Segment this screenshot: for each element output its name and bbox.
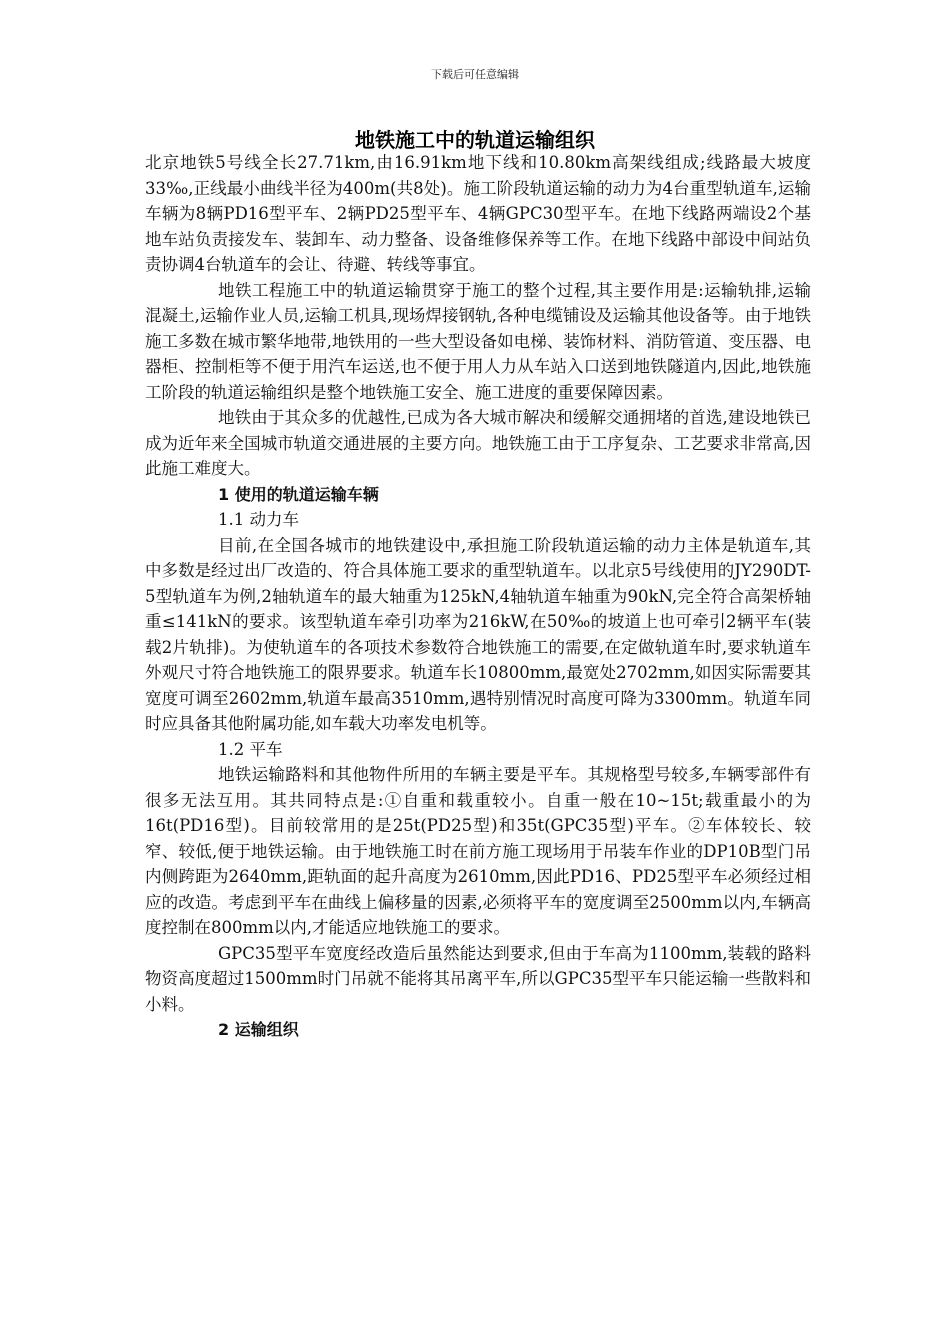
document-title: 地铁施工中的轨道运输组织 (355, 128, 595, 152)
subsection-heading-1-2: 1.2 平车 (218, 739, 283, 759)
document-body (145, 150, 811, 1043)
page-header: 下载后可任意编辑 (431, 68, 519, 81)
section-heading-2: 2 运输组织 (218, 1020, 299, 1039)
paragraph-power-car: 目前,在全国各城市的地铁建设中,承担施工阶段轨道运输的动力主体是轨道车,其中多数是经过出厂改造的、符合具体施工要求的重型轨道车。以北京5号线使用的JY290DT-5型轨道车为例,2轴轨道车的最大轴重为125kN,4轴轨道车轴重为90kN,完全符合高架桥轴重≤141kN的要求。该型轨道车牵引功率为216kW,在50‰的坡道上也可牵引2辆平车(装载2片轨排)。为使轨道车的各项技术参数符合地铁施工的需要,在定做轨道车时,要求轨道车外观尺寸符合地铁施工的限界要求。轨道车长10800mm,最宽处2702mm,如因实际需要其宽度可调至2602mm,轨道车最高3510mm,遇特别情况时高度可降为3300mm。轨道车同时应具备其他附属功能,如车载大功率发电机等。 (145, 535, 811, 733)
paragraph-role: 地铁工程施工中的轨道运输贯穿于施工的整个过程,其主要作用是:运输轨排,运输混凝土,运输作业人员,运输工机具,现场焊接钢轨,各种电缆铺设及运输其他设备等。由于地铁施工多数在城市繁华地带,地铁用的一些大型设备如电梯、装饰材料、消防管道、变压器、电器柜、控制柜等不便于用汽车运送,也不便于用人力从车站入口送到地铁隧道内,因此,地铁施工阶段的轨道运输组织是整个地铁施工安全、施工进度的重要保障因素。 (145, 280, 811, 402)
subsection-heading-1-1: 1.1 动力车 (218, 510, 299, 529)
section-heading-1: 1 使用的轨道运输车辆 (218, 484, 379, 504)
paragraph-advantage: 地铁由于其众多的优越性,已成为各大城市解决和缓解交通拥堵的首选,建设地铁已成为近年来全国城市轨道交通进展的主要方向。地铁施工由于工序复杂、工艺要求非常高,因此施工难度大。 (145, 408, 811, 478)
paragraph-flat-car: 地铁运输路料和其他物件所用的车辆主要是平车。其规格型号较多,车辆零部件有很多无法互用。其共同特点是:①自重和载重较小。自重一般在10~15t;载重最小的为16t(PD16型)。目前较常用的是25t(PD25型)和35t(GPC35型)平车。②车体较长、较窄、较低,便于地铁运输。由于地铁施工时在前方施工现场用于吊装车作业的DP10B型门吊内侧跨距为2640mm,距轨面的起升高度为2610mm,因此PD16、PD25型平车必须经过相应的改造。考虑到平车在曲线上偏移量的因素,必须将平车的宽度调至2500mm以内,车辆高度控制在800mm以内,才能适应地铁施工的要求。 (145, 765, 811, 937)
paragraph-intro: 北京地铁5号线全长27.71km,由16.91km地下线和10.80km高架线组成;线路最大坡度33‰,正线最小曲线半径为400m(共8处)。施工阶段轨道运输的动力为4台重型轨道车,运输车辆为8辆PD16型平车、2辆PD25型平车、4辆GPC30型平车。在地下线路两端设2个基地车站负责接发车、装卸车、动力整备、设备维修保养等工作。在地下线路中部设中间站负责协调4台轨道车的会让、待避、转线等事宜。 (145, 153, 811, 274)
paragraph-gpc35: GPC35型平车宽度经改造后虽然能达到要求,但由于车高为1100mm,装载的路料物资高度超过1500mm时门吊就不能将其吊离平车,所以GPC35型平车只能运输一些散料和小料。 (145, 943, 811, 1014)
